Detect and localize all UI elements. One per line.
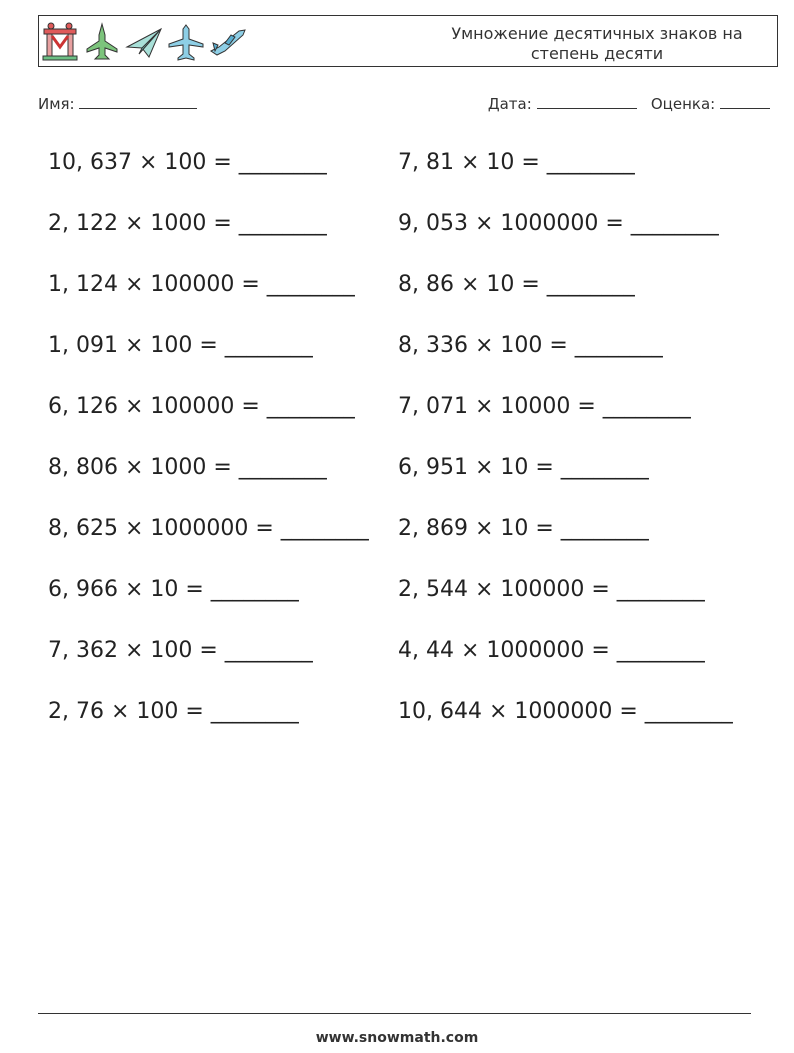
jet-icon <box>209 21 247 63</box>
problem-left-8: 6, 966 × 10 = ________ <box>48 577 299 602</box>
header-icons <box>41 21 247 63</box>
problem-left-10: 2, 76 × 100 = ________ <box>48 699 299 724</box>
problem-right-6: 6, 951 × 10 = ________ <box>398 455 649 480</box>
footer-divider <box>38 1013 751 1014</box>
grade-blank[interactable] <box>720 94 770 109</box>
title-line-1: Умножение десятичных знаков на <box>451 24 743 43</box>
problem-left-1: 10, 637 × 100 = ________ <box>48 150 327 175</box>
worksheet-header <box>38 15 778 67</box>
problem-left-9: 7, 362 × 100 = ________ <box>48 638 313 663</box>
problem-right-8: 2, 544 × 100000 = ________ <box>398 577 705 602</box>
airplane-icon <box>167 21 205 63</box>
problem-left-3: 1, 124 × 100000 = ________ <box>48 272 355 297</box>
problem-right-10: 10, 644 × 1000000 = ________ <box>398 699 733 724</box>
problem-right-2: 9, 053 × 1000000 = ________ <box>398 211 719 236</box>
problem-left-4: 1, 091 × 100 = ________ <box>48 333 313 358</box>
problem-right-4: 8, 336 × 100 = ________ <box>398 333 663 358</box>
date-blank[interactable] <box>537 94 637 109</box>
problem-right-3: 8, 86 × 10 = ________ <box>398 272 635 297</box>
problem-right-9: 4, 44 × 1000000 = ________ <box>398 638 705 663</box>
name-blank[interactable] <box>79 94 197 109</box>
gate-icon <box>41 21 79 63</box>
title-line-2: степень десяти <box>530 44 664 63</box>
problem-left-7: 8, 625 × 1000000 = ________ <box>48 516 369 541</box>
worksheet-title <box>417 24 777 64</box>
paper-plane-icon <box>125 21 163 63</box>
name-field <box>38 94 197 113</box>
problem-right-1: 7, 81 × 10 = ________ <box>398 150 635 175</box>
problem-right-7: 2, 869 × 10 = ________ <box>398 516 649 541</box>
grade-label: Оценка: <box>650 95 716 113</box>
name-label: Имя: <box>38 95 75 113</box>
problem-right-5: 7, 071 × 10000 = ________ <box>398 394 691 419</box>
fighter-jet-icon <box>83 21 121 63</box>
problem-left-5: 6, 126 × 100000 = ________ <box>48 394 355 419</box>
date-label: Дата: <box>487 95 532 113</box>
footer-url[interactable]: www.snowmath.com <box>315 1030 479 1046</box>
date-grade-fields <box>488 94 770 113</box>
problem-left-2: 2, 122 × 1000 = ________ <box>48 211 327 236</box>
problem-left-6: 8, 806 × 1000 = ________ <box>48 455 327 480</box>
